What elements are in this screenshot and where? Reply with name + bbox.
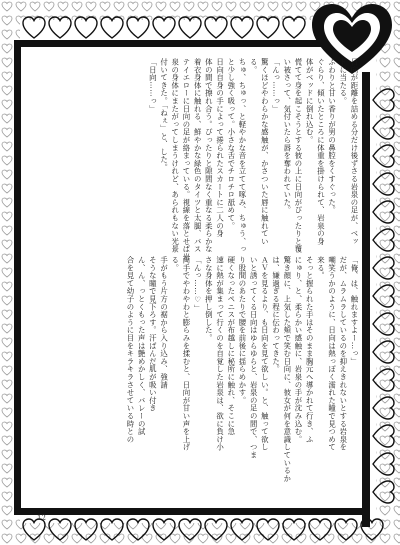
border-left <box>14 40 21 512</box>
text-line: り股間のあたりで腰を前後に揺らめかす。 <box>237 256 247 405</box>
heart-row-top <box>23 17 305 38</box>
text-line: 嘲笑うかのように、日向は熱っぽく濡れた瞳で見つめて <box>327 256 337 451</box>
text-line: 驚くほどやわらかな感触が、かさついた唇に触れてい <box>260 58 270 246</box>
border-right <box>362 72 370 527</box>
text-line: 速に熱が集まって行くのを自覚した岩泉は、欲に負け小 <box>215 256 225 451</box>
text-block-upper <box>147 58 360 261</box>
text-line: る。 <box>249 58 259 74</box>
body-text-area <box>42 58 360 498</box>
text-line: ふわりと甘い香りが男の鼻腔をくすぐった。 <box>327 58 337 214</box>
text-line: ぐらり、傾いたところに体重を掛けられて、岩泉の身 <box>316 58 326 246</box>
text-line: 泉の身体にまたがってしまうけれど、あられもない光景 <box>170 58 180 253</box>
dialogue-line: 「日向……っ」 <box>148 58 158 113</box>
text-line: は、嫌過ぎる程に伝わってきた。 <box>271 256 281 373</box>
text-line: いと誘ってくる日向はゆらゆらと、岩泉の足の間で、つま <box>249 256 259 459</box>
text-line: 手がもう片方の裾から入り込み、強請 <box>159 256 169 389</box>
page-number: 12 <box>37 514 46 522</box>
border-top <box>14 40 342 47</box>
dialogue-line: 「んっ……っ」 <box>271 58 281 113</box>
text-line: テイエローに日向の足が絡まっている。視線を落とせば岩 <box>181 58 191 261</box>
text-line: さな身体を押し倒した。 <box>204 256 214 342</box>
text-line: い被さって、気付いたら唇を奪われていた。 <box>282 58 292 214</box>
text-line: 体がベッドに倒れ込む。 <box>305 58 315 144</box>
text-line: だが、ムラムラしているのを抑えきれないとする岩泉を <box>338 256 348 451</box>
text-line: ちゅ、ちゅっ、と軽やかな音を立てて啄み、ちゅう、っ <box>237 58 247 253</box>
text-line: 合を見て幼子のように目をキラキラさせている時との <box>125 256 135 444</box>
border-bottom <box>14 508 362 515</box>
text-line: そうな瞳で見下ろす。汗ばんだ肌が吸い付き <box>148 256 158 412</box>
text-line: 両手でやわやわと膨らみを揉むと、日向が甘い声を上げ <box>181 256 191 451</box>
text-line: 日向が距離を詰める分だけ後ずさる岩泉の足が、ベッ <box>350 58 359 246</box>
text-line: 硬くなったペニスが布越しに秘所に触れ、そこに急 <box>226 256 236 436</box>
text-line: そっと握られた手はそのまま胸元へ導かれて行き、ふ <box>305 256 315 444</box>
text-line: と少し強く吸って。小さな舌でチロチロ舐めて。 <box>226 58 236 230</box>
dialogue-line: 「んっ……♡」 <box>193 256 203 313</box>
pattern-band-right <box>376 0 400 545</box>
text-line: 驚き顔に、上気した頬で笑む日向に、彼女が何を意識しているか <box>282 256 292 483</box>
text-line: 来る。 <box>316 256 326 280</box>
text-line: 日向自身の手によって捲られたスカートに二人の身 <box>215 58 225 238</box>
text-line: 慌てて身を起こそうとする彼の上に日向がぴったりと覆 <box>293 58 303 253</box>
text-block-lower <box>125 256 360 496</box>
text-line: 付いてきた。「ねぇ」と、した。 <box>159 58 169 172</box>
text-line: ＡＶを見るより、も日向を見て欲しい。と、触って欲し <box>260 256 270 451</box>
text-line: 着衣身体に触れる、鮮やかな緑色のタイツと太腿、バス <box>193 58 203 253</box>
text-line: 体の間で擦れ合う。ぴったりと隙間なく重なる柔らかな <box>204 58 214 253</box>
text-line: ドに当たる。 <box>338 58 348 105</box>
text-line: ん、ん、っとくもった声は艶めかしく、バレーの試 <box>137 256 147 436</box>
text-line: る。 <box>170 256 180 272</box>
text-line: にゅり、と、柔らかい感触に、岩泉の手が沈み込む。 <box>293 256 303 444</box>
dialogue-line: 「俺、は、触れますよー…っ」 <box>350 256 359 366</box>
